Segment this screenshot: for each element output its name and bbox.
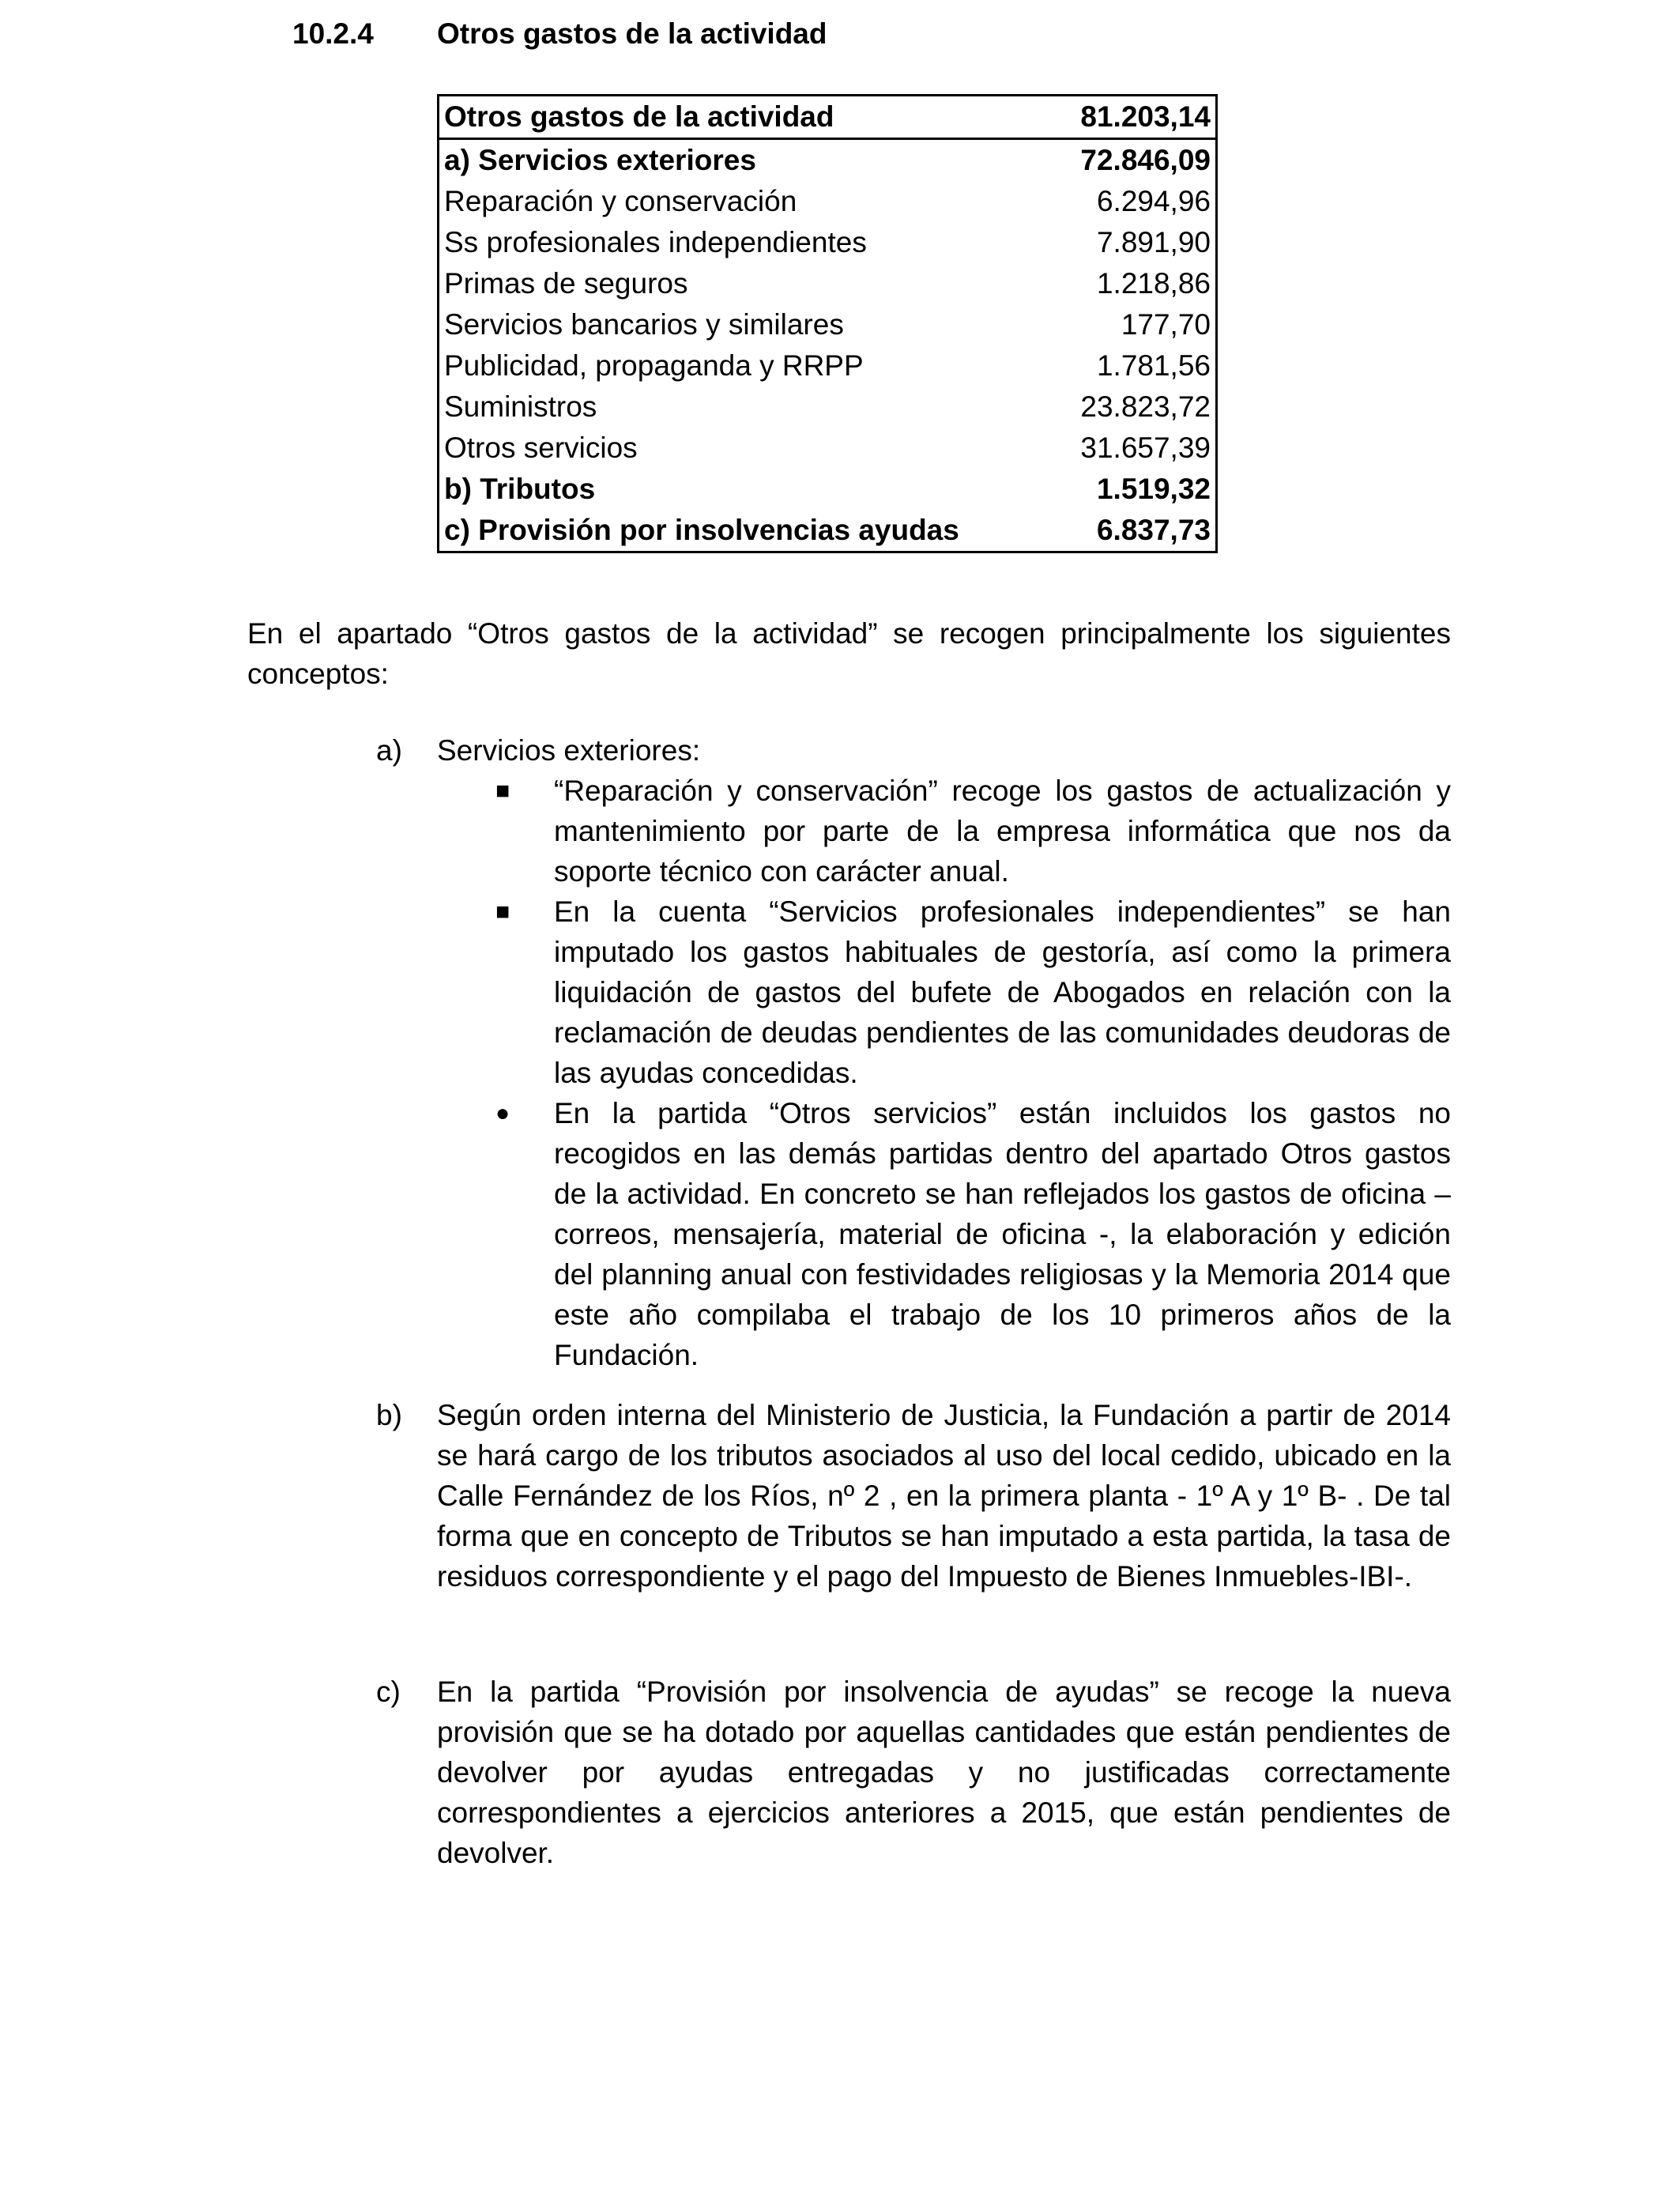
table-row-total xyxy=(439,96,1217,139)
row-value: 177,70 xyxy=(1121,308,1211,341)
row-value: 31.657,39 xyxy=(1080,432,1211,464)
section-b-paragraph: Según orden interna del Ministerio de Justicia, la Fundación a partir de 2014 se hará cargo de los tributos asociados al uso del local cedido, ubicado en la Calle Fernández de los Ríos, nº 2 , en la primera planta - 1º A y 1º B- . De tal forma que en concepto de Tributos se han imputado a esta partida, la tasa de residuos correspondiente y el pago del Impuesto de Bienes Inmuebles-IBI-. xyxy=(437,1399,1451,1593)
row-label: Ss profesionales independientes xyxy=(444,226,867,258)
row-value: 1.519,32 xyxy=(1096,473,1211,505)
row-label: Otros gastos de la actividad xyxy=(439,96,1053,139)
row-label: c) Provisión por insolvencias ayudas xyxy=(444,514,959,546)
row-label: a) Servicios exteriores xyxy=(444,144,756,176)
row-label: Otros servicios xyxy=(444,432,638,464)
row-label: Publicidad, propaganda y RRPP xyxy=(444,349,864,382)
section-c-marker: c) xyxy=(376,1676,401,1708)
section-heading xyxy=(292,17,827,51)
row-label: Suministros xyxy=(444,390,597,423)
intro-paragraph: En el apartado “Otros gastos de la actividad” se recogen principalmente los siguientes conceptos: xyxy=(247,617,1451,690)
table-row xyxy=(439,181,1217,222)
row-label: b) Tributos xyxy=(444,473,596,505)
section-b-marker: b) xyxy=(376,1399,402,1431)
row-label: Primas de seguros xyxy=(444,267,688,300)
table-row xyxy=(439,510,1217,552)
row-label: Reparación y conservación xyxy=(444,185,797,217)
round-bullet-icon: ● xyxy=(495,1100,510,1126)
bullet-paragraph-professional-services: En la cuenta “Servicios profesionales independientes” se han imputado los gastos habituales de gestoría, así como la primera liquidación de gastos del bufete de Abogados en relación con la reclamación de deudas pendientes de las comunidades deudoras de las ayudas concedidas. xyxy=(554,895,1451,1089)
bullet-paragraph-repair: “Reparación y conservación” recoge los gastos de actualización y mantenimiento por parte de la empresa informática que nos da soporte técnico con carácter anual. xyxy=(554,775,1451,888)
section-title: Otros gastos de la actividad xyxy=(437,17,827,50)
table-row xyxy=(439,345,1217,386)
table-row xyxy=(439,263,1217,304)
row-value: 23.823,72 xyxy=(1080,390,1211,423)
table-row xyxy=(439,428,1217,469)
square-bullet-icon: ■ xyxy=(495,899,510,925)
row-value: 81.203,14 xyxy=(1053,96,1217,139)
section-number: 10.2.4 xyxy=(292,17,374,50)
table-row xyxy=(439,222,1217,263)
row-value: 1.218,86 xyxy=(1096,267,1211,300)
table-row xyxy=(439,386,1217,428)
row-value: 72.846,09 xyxy=(1080,144,1211,176)
row-value: 6.837,73 xyxy=(1096,514,1211,546)
expenses-table xyxy=(437,94,1218,553)
bullet-paragraph-other-services: En la partida “Otros servicios” están incluidos los gastos no recogidos en las demás partidas dentro del apartado Otros gastos de la actividad. En concreto se han reflejados los gastos de oficina – correos, mensajería, material de oficina -, la elaboración y edición del planning anual con festividades religiosas y la Memoria 2014 que este año compilaba el trabajo de los 10 primeros años de la Fundación. xyxy=(554,1097,1451,1371)
row-value: 1.781,56 xyxy=(1096,349,1211,382)
section-a-title: Servicios exteriores: xyxy=(437,734,701,767)
table-row xyxy=(439,304,1217,345)
square-bullet-icon: ■ xyxy=(495,778,510,804)
section-a-marker: a) xyxy=(376,734,402,767)
table-row xyxy=(439,139,1217,182)
row-value: 7.891,90 xyxy=(1096,226,1211,258)
row-label: Servicios bancarios y similares xyxy=(444,308,844,341)
section-c-paragraph: En la partida “Provisión por insolvencia de ayudas” se recoge la nueva provisión que se ha dotado por aquellas cantidades que están pendientes de devolver por ayudas entregadas y no justificadas correctamente correspondientes a ejercicios anteriores a 2015, que están pendientes de devolver. xyxy=(437,1676,1451,1869)
table-row xyxy=(439,469,1217,510)
row-value: 6.294,96 xyxy=(1096,185,1211,217)
